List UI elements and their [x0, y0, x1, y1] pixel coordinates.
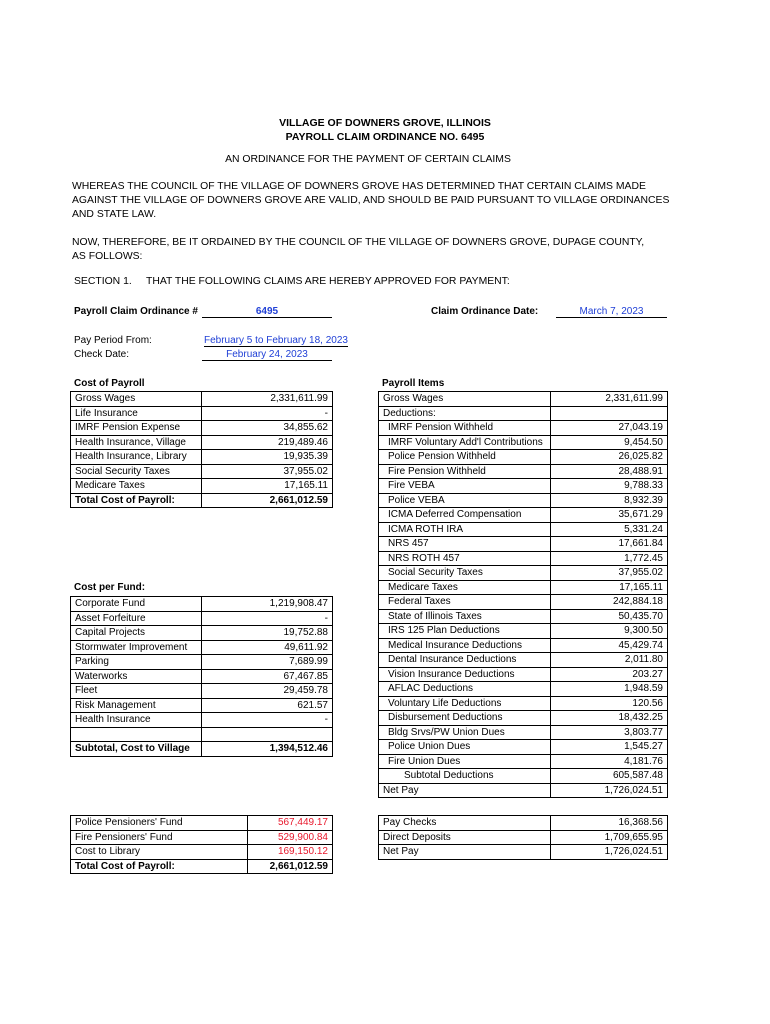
row-value: 219,489.46	[202, 435, 333, 450]
row-label: Police Pension Withheld	[379, 450, 551, 465]
deduction-row	[379, 740, 668, 755]
row-value: 27,043.19	[551, 421, 668, 436]
row-label: Medicare Taxes	[379, 580, 551, 595]
deduction-row	[379, 667, 668, 682]
ordained-line-1: NOW, THEREFORE, BE IT ORDAINED BY THE COUNCIL OF THE VILLAGE OF DOWNERS GROVE, DUPAGE COUNTY,	[72, 237, 645, 248]
table-row	[71, 597, 333, 612]
table-row	[71, 845, 333, 860]
row-label: Health Insurance	[71, 713, 202, 728]
row-label: State of Illinois Taxes	[379, 609, 551, 624]
table-row	[71, 421, 333, 436]
row-label: ICMA Deferred Compensation	[379, 508, 551, 523]
table-row	[71, 435, 333, 450]
row-label: Fleet	[71, 684, 202, 699]
cost-of-payroll-table	[70, 391, 333, 508]
row-label: Health Insurance, Village	[71, 435, 202, 450]
pay-period-value: February 5 to February 18, 2023	[204, 335, 348, 346]
row-value: 1,709,655.95	[551, 830, 668, 845]
row-label: IMRF Pension Expense	[71, 421, 202, 436]
row-label: Fire VEBA	[379, 479, 551, 494]
table-row	[379, 845, 668, 860]
row-value: 1,948.59	[551, 682, 668, 697]
gross-wages-row	[379, 392, 668, 407]
row-value: -	[202, 713, 333, 728]
row-label: Parking	[71, 655, 202, 670]
deduction-row	[379, 537, 668, 552]
row-value: 37,955.02	[551, 566, 668, 581]
row-label: Police Union Dues	[379, 740, 551, 755]
deductions-header-row	[379, 406, 668, 421]
row-label: Health Insurance, Library	[71, 450, 202, 465]
ordained-paragraph	[72, 236, 712, 264]
total-value: 2,661,012.59	[248, 859, 333, 874]
row-value: 7,689.99	[202, 655, 333, 670]
row-value: 19,935.39	[202, 450, 333, 465]
row-value: -	[202, 611, 333, 626]
check-date-value: February 24, 2023	[202, 349, 332, 361]
row-value: 19,752.88	[202, 626, 333, 641]
deduction-row	[379, 754, 668, 769]
total-label: Total Cost of Payroll:	[71, 493, 202, 508]
total-row	[71, 859, 333, 874]
row-label: IMRF Voluntary Add'l Contributions	[379, 435, 551, 450]
total-row	[71, 493, 333, 508]
row-value: 49,611.92	[202, 640, 333, 655]
row-value: 1,772.45	[551, 551, 668, 566]
payment-methods-table	[378, 815, 668, 860]
row-value: 120.56	[551, 696, 668, 711]
deduction-row	[379, 421, 668, 436]
deduction-row	[379, 609, 668, 624]
row-label: Cost to Library	[71, 845, 248, 860]
ordinance-number-value: 6495	[202, 306, 332, 318]
row-value: 1,726,024.51	[551, 783, 668, 798]
row-value: 5,331.24	[551, 522, 668, 537]
row-label: Social Security Taxes	[71, 464, 202, 479]
row-value: 2,011.80	[551, 653, 668, 668]
row-value: 37,955.02	[202, 464, 333, 479]
row-label: Police VEBA	[379, 493, 551, 508]
row-value: 8,932.39	[551, 493, 668, 508]
row-value: 35,671.29	[551, 508, 668, 523]
row-value: 67,467.85	[202, 669, 333, 684]
deduction-row	[379, 580, 668, 595]
row-label: ICMA ROTH IRA	[379, 522, 551, 537]
deduction-row	[379, 653, 668, 668]
row-value: 1,545.27	[551, 740, 668, 755]
row-value: 9,788.33	[551, 479, 668, 494]
ordinance-date-label: Claim Ordinance Date:	[431, 306, 539, 317]
table-row	[71, 464, 333, 479]
table-row	[71, 713, 333, 728]
row-label: Dental Insurance Deductions	[379, 653, 551, 668]
table-row	[71, 830, 333, 845]
deduction-row	[379, 551, 668, 566]
row-label: IRS 125 Plan Deductions	[379, 624, 551, 639]
total-label: Total Cost of Payroll:	[71, 859, 248, 874]
row-label: Asset Forfeiture	[71, 611, 202, 626]
deduction-row	[379, 725, 668, 740]
table-row	[71, 392, 333, 407]
check-date-label: Check Date:	[74, 349, 130, 360]
deduction-row	[379, 711, 668, 726]
deduction-row	[379, 696, 668, 711]
cost-of-payroll-title: Cost of Payroll	[74, 378, 145, 389]
row-value: 9,300.50	[551, 624, 668, 639]
row-label: Social Security Taxes	[379, 566, 551, 581]
row-value: 1,219,908.47	[202, 597, 333, 612]
deduction-row	[379, 450, 668, 465]
row-label: Federal Taxes	[379, 595, 551, 610]
row-value: 17,165.11	[551, 580, 668, 595]
row-label: NRS 457	[379, 537, 551, 552]
row-value: 26,025.82	[551, 450, 668, 465]
total-value: 2,661,012.59	[202, 493, 333, 508]
row-value: 4,181.76	[551, 754, 668, 769]
ordinance-subtitle: AN ORDINANCE FOR THE PAYMENT OF CERTAIN CLAIMS	[225, 154, 511, 165]
row-label: Disbursement Deductions	[379, 711, 551, 726]
row-value: 242,884.18	[551, 595, 668, 610]
spacer-row	[71, 727, 333, 742]
deduction-row	[379, 435, 668, 450]
row-label: AFLAC Deductions	[379, 682, 551, 697]
net-pay-row	[379, 783, 668, 798]
row-label: Subtotal Deductions	[379, 769, 551, 784]
row-label: Medicare Taxes	[71, 479, 202, 494]
row-value: 34,855.62	[202, 421, 333, 436]
row-label: Vision Insurance Deductions	[379, 667, 551, 682]
row-label: IMRF Pension Withheld	[379, 421, 551, 436]
deduction-row	[379, 624, 668, 639]
deduction-row	[379, 522, 668, 537]
deductions-label: Deductions:	[379, 406, 551, 421]
row-value: 17,165.11	[202, 479, 333, 494]
payroll-items-table	[378, 391, 668, 798]
row-label: Net Pay	[379, 783, 551, 798]
row-value: 3,803.77	[551, 725, 668, 740]
row-label: Direct Deposits	[379, 830, 551, 845]
row-value: -	[202, 406, 333, 421]
row-label: Medical Insurance Deductions	[379, 638, 551, 653]
cost-per-fund-table	[70, 596, 333, 757]
row-value: 169,150.12	[248, 845, 333, 860]
section-label: SECTION 1.	[74, 276, 132, 287]
row-value: 17,661.84	[551, 537, 668, 552]
row-value: 621.57	[202, 698, 333, 713]
row-value: 1,726,024.51	[551, 845, 668, 860]
deduction-row	[379, 638, 668, 653]
table-row	[71, 698, 333, 713]
deduction-row	[379, 508, 668, 523]
table-row	[71, 640, 333, 655]
row-value: 16,368.56	[551, 816, 668, 831]
row-label: Capital Projects	[71, 626, 202, 641]
table-row	[71, 684, 333, 699]
pensioners-table	[70, 815, 333, 874]
deduction-row	[379, 493, 668, 508]
table-row	[379, 816, 668, 831]
ordinance-date-value: March 7, 2023	[556, 306, 667, 318]
row-label: Police Pensioners' Fund	[71, 816, 248, 831]
row-value: 18,432.25	[551, 711, 668, 726]
deduction-row	[379, 682, 668, 697]
row-label: Corporate Fund	[71, 597, 202, 612]
table-row	[71, 450, 333, 465]
table-row	[71, 816, 333, 831]
whereas-line-3: AND STATE LAW.	[72, 209, 157, 220]
table-row	[71, 655, 333, 670]
row-value: 9,454.50	[551, 435, 668, 450]
cost-per-fund-title: Cost per Fund:	[74, 582, 146, 593]
row-value: 2,331,611.99	[551, 392, 668, 407]
deduction-row	[379, 464, 668, 479]
table-row	[71, 406, 333, 421]
row-label: Gross Wages	[71, 392, 202, 407]
pay-period-label: Pay Period From:	[74, 335, 152, 346]
table-row	[71, 479, 333, 494]
row-value: 50,435.70	[551, 609, 668, 624]
row-label: Waterworks	[71, 669, 202, 684]
subtotal-deductions-row	[379, 769, 668, 784]
subtotal-row	[71, 742, 333, 757]
row-label: Gross Wages	[379, 392, 551, 407]
ordained-line-2: AS FOLLOWS:	[72, 251, 143, 262]
row-label: Bldg Srvs/PW Union Dues	[379, 725, 551, 740]
table-row	[71, 626, 333, 641]
row-label: Fire Pension Withheld	[379, 464, 551, 479]
row-value: 2,331,611.99	[202, 392, 333, 407]
row-label: NRS ROTH 457	[379, 551, 551, 566]
whereas-paragraph	[72, 180, 712, 222]
deduction-row	[379, 566, 668, 581]
ordinance-number-label: Payroll Claim Ordinance #	[74, 306, 198, 317]
row-value: 28,488.91	[551, 464, 668, 479]
section-text: THAT THE FOLLOWING CLAIMS ARE HEREBY APPROVED FOR PAYMENT:	[146, 276, 510, 287]
row-label: Life Insurance	[71, 406, 202, 421]
row-label: Net Pay	[379, 845, 551, 860]
row-value: 29,459.78	[202, 684, 333, 699]
row-value: 605,587.48	[551, 769, 668, 784]
row-value: 203.27	[551, 667, 668, 682]
whereas-line-2: AGAINST THE VILLAGE OF DOWNERS GROVE ARE VALID, AND SHOULD BE PAID PURSUANT TO VILLAGE ORDINANCES	[72, 195, 670, 206]
deduction-row	[379, 479, 668, 494]
row-value: 45,429.74	[551, 638, 668, 653]
table-row	[71, 611, 333, 626]
ordinance-title-village: VILLAGE OF DOWNERS GROVE, ILLINOIS	[279, 117, 491, 129]
row-label: Fire Union Dues	[379, 754, 551, 769]
whereas-line-1: WHEREAS THE COUNCIL OF THE VILLAGE OF DOWNERS GROVE HAS DETERMINED THAT CERTAIN CLAIMS MADE	[72, 181, 646, 192]
ordinance-title-number: PAYROLL CLAIM ORDINANCE NO. 6495	[285, 131, 485, 143]
row-label: Pay Checks	[379, 816, 551, 831]
table-row	[379, 830, 668, 845]
row-value: 529,900.84	[248, 830, 333, 845]
row-label: Stormwater Improvement	[71, 640, 202, 655]
subtotal-label: Subtotal, Cost to Village	[71, 742, 202, 757]
row-label: Risk Management	[71, 698, 202, 713]
deduction-row	[379, 595, 668, 610]
row-label: Fire Pensioners' Fund	[71, 830, 248, 845]
payroll-items-title: Payroll Items	[382, 378, 445, 389]
table-row	[71, 669, 333, 684]
subtotal-value: 1,394,512.46	[202, 742, 333, 757]
row-label: Voluntary Life Deductions	[379, 696, 551, 711]
row-value: 567,449.17	[248, 816, 333, 831]
